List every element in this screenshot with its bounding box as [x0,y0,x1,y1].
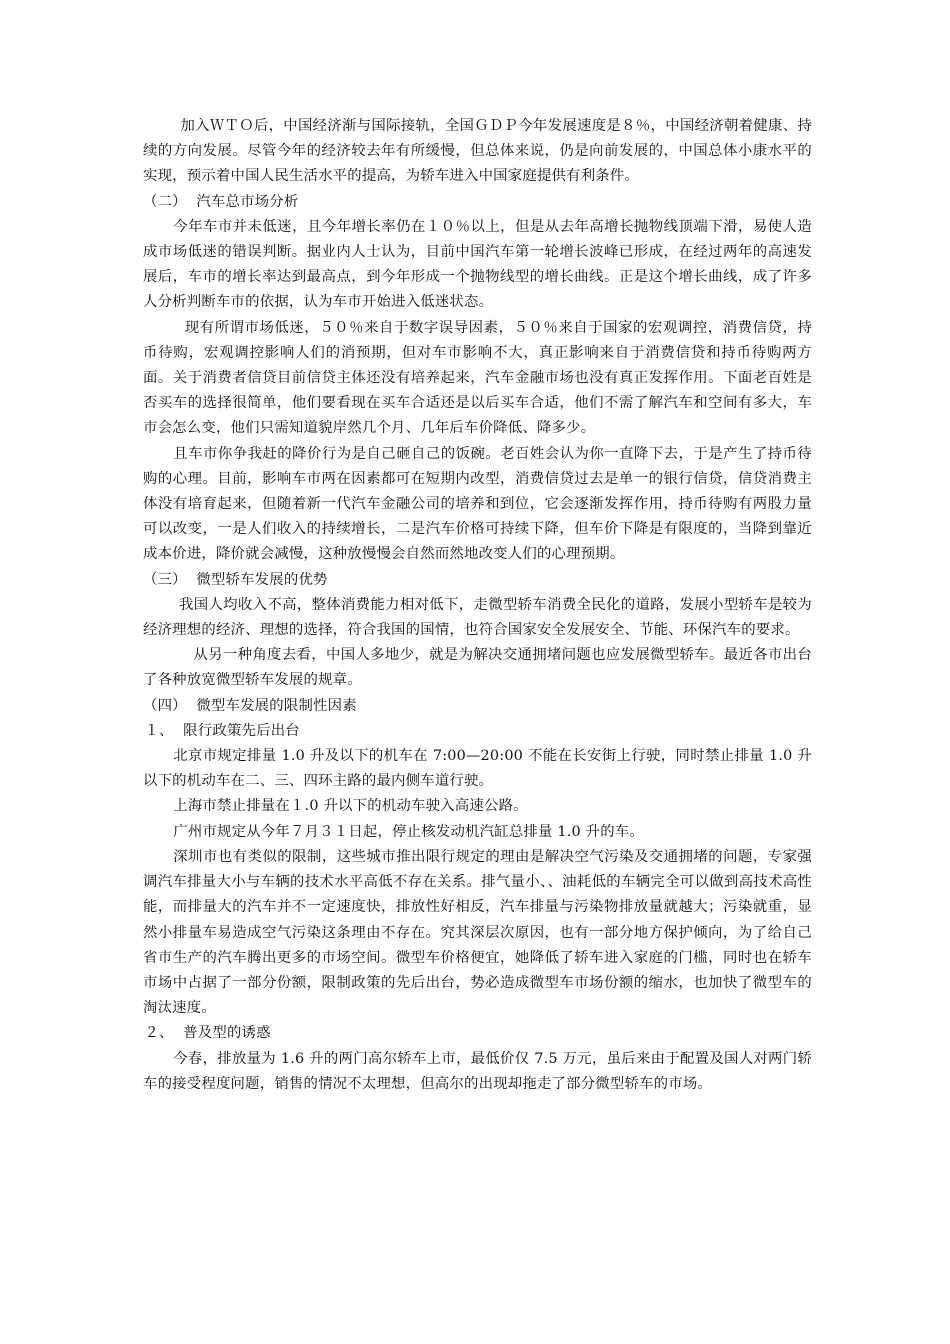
section-heading-4: （四） 微型车发展的限制性因素 [143,697,357,714]
subsection-heading-2: ２、 普及型的诱惑 [144,1025,271,1042]
paragraph-market-growth: 今年车市并未低迷，且今年增长率仍在１０％以上，但是从去年高增长抛物线顶端下滑，易使人造成市场低迷的错误判断。据业内人士认为，目前中国汽车第一轮增长波峰已形成，在经过两年的高速发展后，车市的增长率达到最高点，到今年形成一个抛物线型的增长曲线。正是这个增长曲线，成了许多人分析判断车市的依据，认为车市开始进入低迷状态。 [143,218,812,311]
paragraph-income: 我国人均收入不高，整体消费能力相对低下，走微型轿车消费全民化的道路，发展小型轿车是较为经济理想的经济、理想的选择，符合我国的国情，也符合国家安全发展安全、节能、环保汽车的要求。 [143,596,812,639]
paragraph-price-war: 且车市你争我赶的降价行为是自己砸自己的饭碗。老百姓会认为你一直降下去，于是产生了持币待购的心理。目前，影响车市两在因素都可在短期内改型，消费信贷过去是单一的银行信贷，信贷消费主体没有培育起来，但随着新一代汽车金融公司的培养和到位，它会逐渐发挥作用，持币待购有两股力量可以改变，一是人们收入的持续增长，二是汽车价格可持续下降，但车价下降是有限度的，当降到靠近成本价进，降价就会减慢，这种放慢慢会自然而然地改变人们的心理预期。 [143,445,812,563]
paragraph-traffic: 从另一种角度去看，中国人多地少，就是为解决交通拥堵问题也应发展微型轿车。最近各市出台了各种放宽微型轿车发展的规章。 [143,647,812,689]
section-heading-3: （三） 微型轿车发展的优势 [143,571,328,588]
section-heading-2: （二） 汽车总市场分析 [143,193,299,210]
paragraph-market-downturn: 现有所谓市场低迷，５０％来自于数字误导因素，５０％来自于国家的宏观调控，消费信贷，持币待购，宏观调控影响人们的消预期，但对车市影响不大，真正影响来自于消费信贷和持币待购两方面。关于消费者信贷目前信贷主体还没有培养起来，汽车金融市场也没有真正发挥作用。下面老百姓是否买车的选择很简单，他们要看现在买车合适还是以后买车合适，他们不需了解汽车和空间有多大，车市会怎么变，他们只需知道貌岸然几个月、几年后车价降低、降多少。 [143,319,812,437]
paragraph-shenzhen: 深圳市也有类似的限制，这些城市推出限行规定的理由是解决空气污染及交通拥堵的问题，专家强调汽车排量大小与车辆的技术水平高低不存在关系。排气量小、、油耗低的车辆完全可以做到高技术高性能，而排量大的汽车并不一定速度快，排放性好相反，汽车排量与污染物排放量就越大；污染就重，显然小排量车易造成空气污染这条理由不存在。究其深层次原因，也有一部分地方保护倾向，为了给自己省市生产的汽车腾出更多的市场空间。微型车价格便宜，她降低了轿车进入家庭的门槛，同时也在轿车市场中占据了一部分份额，限制政策的先后出台，势必造成微型车市场份额的缩水，也加快了微型车的淘汰速度。 [143,848,812,1017]
paragraph-beijing: 北京市规定排量 1.0 升及以下的机车在 7:00—20:00 不能在长安街上行驶，同时禁止排量 1.0 升以下的机动车在二、三、四环主路的最内侧车道行驶。 [143,748,812,790]
paragraph-wto: 加入ＷＴＯ后，中国经济渐与国际接轨，全国ＧＤＰ今年发展速度是８％，中国经济朝着健康、持续的方向发展。尽管今年的经济较去年有所缓慢，但总体来说，仍是向前发展的，中国总体小康水平的实现，预示着中国人民生活水平的提高，为轿车进入中国家庭提供有利条件。 [143,118,812,185]
paragraph-guangzhou: 广州市规定从今年７月３１日起，停止核发动机汽缸总排量 1.0 升的车。 [173,823,644,840]
document-page [143,114,812,1097]
paragraph-shanghai: 上海市禁止排量在１.0 升以下的机动车驶入高速公路。 [173,798,528,815]
paragraph-gol: 今春，排放量为 1.6 升的两门高尔轿车上市，最低价仅 7.5 万元，虽后来由于配置及国人对两门轿车的接受程度问题，销售的情况不太理想，但高尔的出现却拖走了部分微型轿车的市场。 [143,1050,812,1092]
subsection-heading-1: １、 限行政策先后出台 [144,722,300,739]
